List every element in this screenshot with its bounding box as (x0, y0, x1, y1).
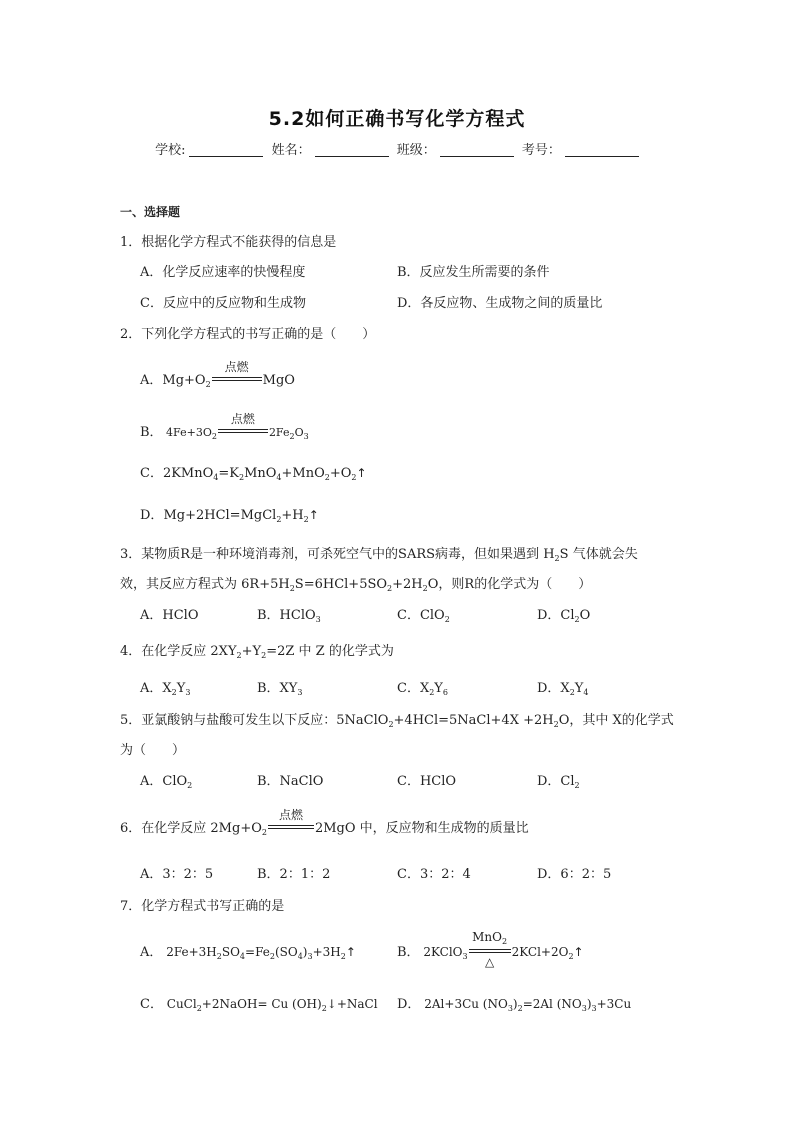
question-5-option-d[interactable]: D．$Cl_2$ (537, 774, 580, 790)
option-label: A． (140, 373, 163, 388)
option-label: B． (140, 425, 163, 440)
question-4-option-c[interactable]: C．$X_2Y_6$ (397, 681, 448, 697)
question-4-stem: 4．在化学反应 $2XY_2+Y_2=2Z$ 中 Z 的化学式为 (120, 644, 394, 660)
option-label: D． (397, 997, 421, 1012)
class-blank[interactable] (440, 142, 514, 157)
question-1-option-c[interactable]: C．反应中的反应物和生成物 (140, 296, 306, 311)
question-3-option-c[interactable]: C．ClO$_2$ (397, 608, 450, 624)
exam-no-label: 考号： (521, 143, 561, 158)
reaction-condition: MnO$_2$ △ (469, 943, 511, 957)
question-5-option-a[interactable]: A．ClO$_2$ (140, 774, 193, 790)
school-label: 学校: (155, 143, 186, 158)
question-5-stem-line-1: 5．亚氯酸钠与盐酸可发生以下反应：5NaClO$_2$+4HCl=5NaCl+4X $+2H_2O$，其中 X的化学式 (120, 713, 674, 729)
option-label: A． (140, 945, 163, 960)
page-title: 5.2如何正确书写化学方程式 (268, 108, 526, 130)
question-3-stem-line-2: 效，其反应方程式为 $6R+5H_2S=6HCl+5SO_2+2H_2O$，则R的化学式为（ ） (120, 577, 592, 593)
question-6-option-d[interactable]: D．6：2：5 (537, 867, 612, 882)
option-label: B． (397, 945, 420, 960)
option-label: D． (140, 508, 164, 523)
reaction-condition: 点燃 (218, 423, 268, 437)
question-7-option-c[interactable]: C． CuCl$_2$+2NaOH= Cu $(OH)_2↓+NaCl$ (140, 997, 378, 1013)
name-label: 姓名： (271, 143, 311, 158)
question-2-option-c[interactable]: C．$2KMnO_4=K_2MnO_4+MnO_2+O_2↑$ (140, 466, 367, 482)
question-6-option-a[interactable]: A．3：2：5 (140, 867, 214, 882)
question-5-option-b[interactable]: B．NaClO (257, 774, 324, 789)
question-5-stem-line-2: 为（ ） (120, 743, 186, 758)
question-6-stem: 6．在化学反应 $2Mg+O_2$ 点燃 2MgO 中，反应物和生成物的质量比 (120, 808, 529, 837)
question-4-option-b[interactable]: B．$XY_3$ (257, 681, 303, 697)
question-1-stem: 1．根据化学方程式不能获得的信息是 (120, 235, 337, 250)
student-info-line (0, 139, 794, 158)
question-4-option-a[interactable]: A．$X_2Y_3$ (140, 681, 191, 697)
exam-no-blank[interactable] (565, 142, 639, 157)
question-4-option-d[interactable]: D．$X_2Y_4$ (537, 681, 589, 697)
question-5-option-c[interactable]: C．HClO (397, 774, 457, 789)
question-1-option-b[interactable]: B．反应发生所需要的条件 (397, 265, 550, 280)
name-blank[interactable] (315, 142, 389, 157)
question-1-option-d[interactable]: D．各反应物、生成物之间的质量比 (397, 296, 603, 311)
reaction-condition: 点燃 (268, 819, 314, 833)
question-7-option-b[interactable]: B． 2KClO$_3$ MnO$_2$ △ $2KCl+2O_2↑$ (397, 930, 584, 969)
section-heading: 一、选择题 (120, 205, 181, 219)
question-1-option-a[interactable]: A．化学反应速率的快慢程度 (140, 265, 306, 280)
question-3-option-b[interactable]: B．HClO$_3$ (257, 608, 321, 624)
question-2-option-a[interactable]: A．$Mg+O_2$ 点燃 MgO (140, 360, 295, 389)
question-6-option-c[interactable]: C．3：2：4 (397, 867, 471, 882)
reaction-condition: 点燃 (212, 371, 262, 385)
question-3-option-d[interactable]: D．$Cl_2O$ (537, 608, 591, 624)
question-3-stem-line-1: 3．某物质R是一种环境消毒剂，可杀死空气中的SARS病毒，但如果遇到 $H_2S$ 气体就会失 (120, 547, 638, 563)
class-label: 班级： (396, 143, 436, 158)
question-2-stem: 2．下列化学方程式的书写正确的是（ ） (120, 327, 376, 342)
question-3-option-a[interactable]: A．HClO (140, 608, 199, 623)
question-7-option-a[interactable]: A． $2Fe+3H_2SO_4=Fe_2(SO_4)_3+3H_2↑$ (140, 945, 356, 961)
question-2-option-d[interactable]: D．$Mg+2HCl=MgCl_2+H_2↑$ (140, 508, 319, 524)
question-6-option-b[interactable]: B．2：1：2 (257, 867, 331, 882)
option-label: C． (140, 997, 163, 1012)
question-7-stem: 7．化学方程式书写正确的是 (120, 899, 285, 914)
school-blank[interactable] (189, 142, 263, 157)
option-label: C． (140, 466, 163, 481)
question-2-option-b[interactable]: B． $4Fe+3O_2$ 点燃 $2Fe_2O_3$ (140, 412, 309, 441)
question-7-option-d[interactable]: D． 2Al+3Cu $(NO_3)_2=2Al$ $(NO_3)_3+3Cu$ (397, 997, 632, 1013)
